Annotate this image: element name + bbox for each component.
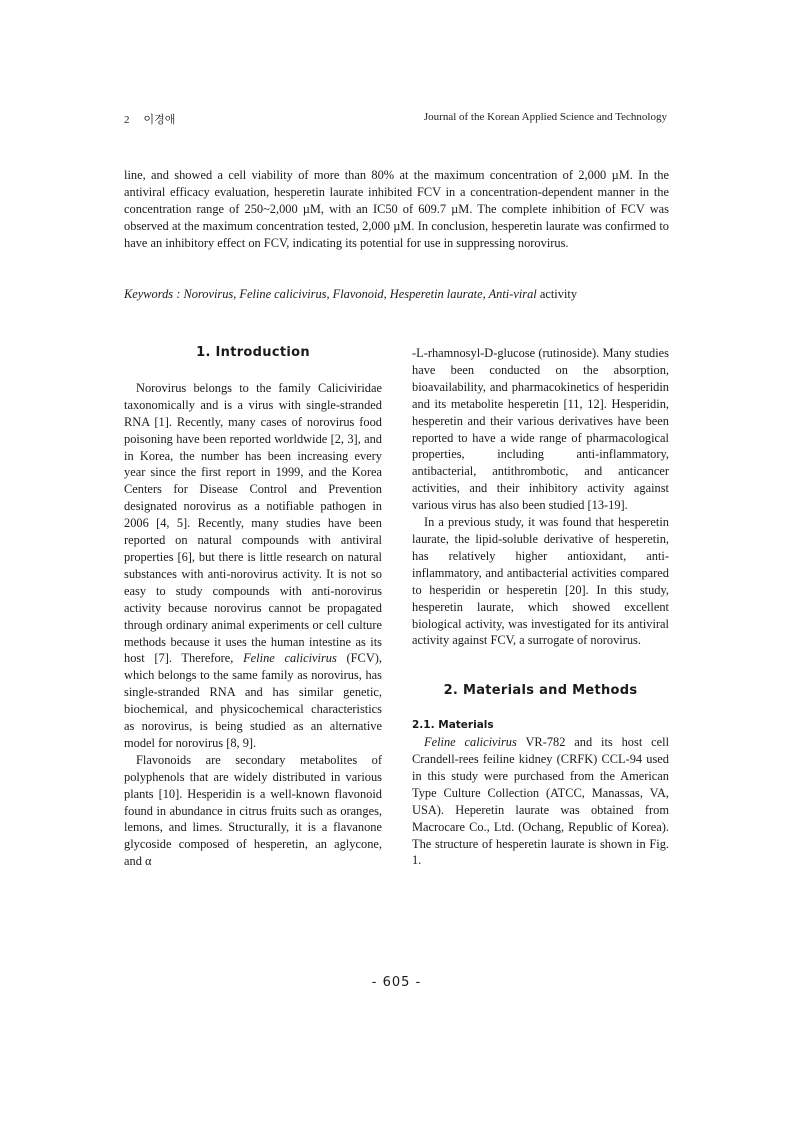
section-title-introduction: 1. Introduction bbox=[196, 345, 310, 360]
materials-species: Feline calicivirus bbox=[424, 735, 517, 750]
keywords-label: Keywords : bbox=[124, 287, 181, 301]
section-title-methods: 2. Materials and Methods bbox=[443, 683, 638, 699]
intro-p1-text: Norovirus belongs to the family Caliciviridae taxonomically and is a virus with single-stranded RNA [1]. Recently, many cases of norovirus food poisoning have been reported worldwide [2, 3], and in Korea, the number has been increasing every year since the first report in 1999, and the Korea Centers for Disease Control and Prevention designated norovirus as a notifiable pathogen in 2006 [4, 5]. Recently, many studies have been reported on natural compounds with antiviral properties [6], but there is little research on natural substances with anti-norovirus activity. It is not so easy to study compounds with anti-norovirus activity because norovirus cannot be propagated through ordinary animal experiments or cell culture methods because it uses the human intestine as its host [7]. Therefore, bbox=[124, 380, 382, 666]
keywords-list: Norovirus, Feline calicivirus, Flavonoid, Hesperetin laurate, Anti-viral bbox=[183, 287, 537, 301]
journal-title: Journal of the Korean Applied Science and Technology bbox=[423, 111, 667, 123]
left-column bbox=[124, 345, 382, 870]
intro-paragraph-1 bbox=[124, 380, 382, 752]
intro-paragraph-2: Flavonoids are secondary metabolites of polyphenols that are widely distributed in various plants [10]. Hesperidin is a well-known flavonoid found in abundance in citrus fruits such as oranges, lemons, and limes. Structurally, it is a flavanone glycoside composed of hesperetin, an aglycone, and α bbox=[124, 752, 382, 869]
materials-text: VR-782 and its host cell Crandell-rees feiline kidney (CRFK) CCL-94 used in this study were purchased from the American Type Culture Collection (ATCC, Manassas, VA, USA). Heperetin laurate was obtained from Macrocare Co., Ltd. (Ochang, Republic of Korea). The structure of hesperetin laurate is shown in Fig. 1. bbox=[412, 735, 670, 868]
author-name: 이경애 bbox=[143, 114, 176, 126]
intro-p1-species: Feline calicivirus bbox=[243, 651, 337, 666]
subsection-title-materials: 2.1. Materials bbox=[412, 719, 494, 732]
intro-paragraph-2-continued: -L-rhamnosyl-D-glucose (rutinoside). Many studies have been conducted on the absorption, bioavailability, and pharmacokinetics of hesperidin and its metabolite hesperetin [11, 12]. Hesperidin, hesperetin and their various derivatives have been reported to have a wide range of pharmacological properties, including anti-inflammatory, antibacterial, antithrombotic, and anticancer activities, and their inhibitory activity against various virus has also been studied [13-19]. bbox=[412, 346, 669, 513]
intro-paragraph-3: In a previous study, it was found that hesperetin laurate, the lipid-soluble derivative of hesperetin, has relatively higher antioxidant, anti-inflammatory, and antibacterial activities compared to hesperidin or hesperetin [20]. In this study, hesperetin laurate, which showed excellent biological activity, was investigated for its antiviral activity against FCV, a surrogate of norovirus. bbox=[412, 515, 669, 648]
right-column bbox=[412, 345, 669, 869]
running-head-left bbox=[124, 111, 175, 127]
abstract-text: line, and showed a cell viability of more than 80% at the maximum concentration of 2,000 µM. In the antiviral efficacy evaluation, hesperetin laurate inhibited FCV in a concentration-dependent manner in the concentration range of 250~2,000 µM, with an IC50 of 609.7 µM. The complete inhibition of FCV was observed at the maximum concentration tested, 2,000 µM. In conclusion, hesperetin laurate was confirmed to have an inhibitory effect on FCV, indicating its potential for use in suppressing norovirus. bbox=[124, 168, 669, 250]
abstract-continuation bbox=[124, 167, 669, 252]
running-head bbox=[124, 111, 667, 127]
keywords-line bbox=[124, 286, 669, 303]
keywords-tail: activity bbox=[539, 287, 578, 301]
intro-p1-tail: (FCV), which belongs to the same family as norovirus, has single-stranded RNA and has similar genetic, biochemical, and physicochemical characteristics as norovirus, is being studied as an alternative model for norovirus [8, 9]. bbox=[124, 651, 382, 750]
page-footer-number: - 605 - bbox=[371, 975, 422, 990]
page-number-header: 2 bbox=[124, 114, 130, 126]
materials-paragraph bbox=[412, 734, 669, 869]
